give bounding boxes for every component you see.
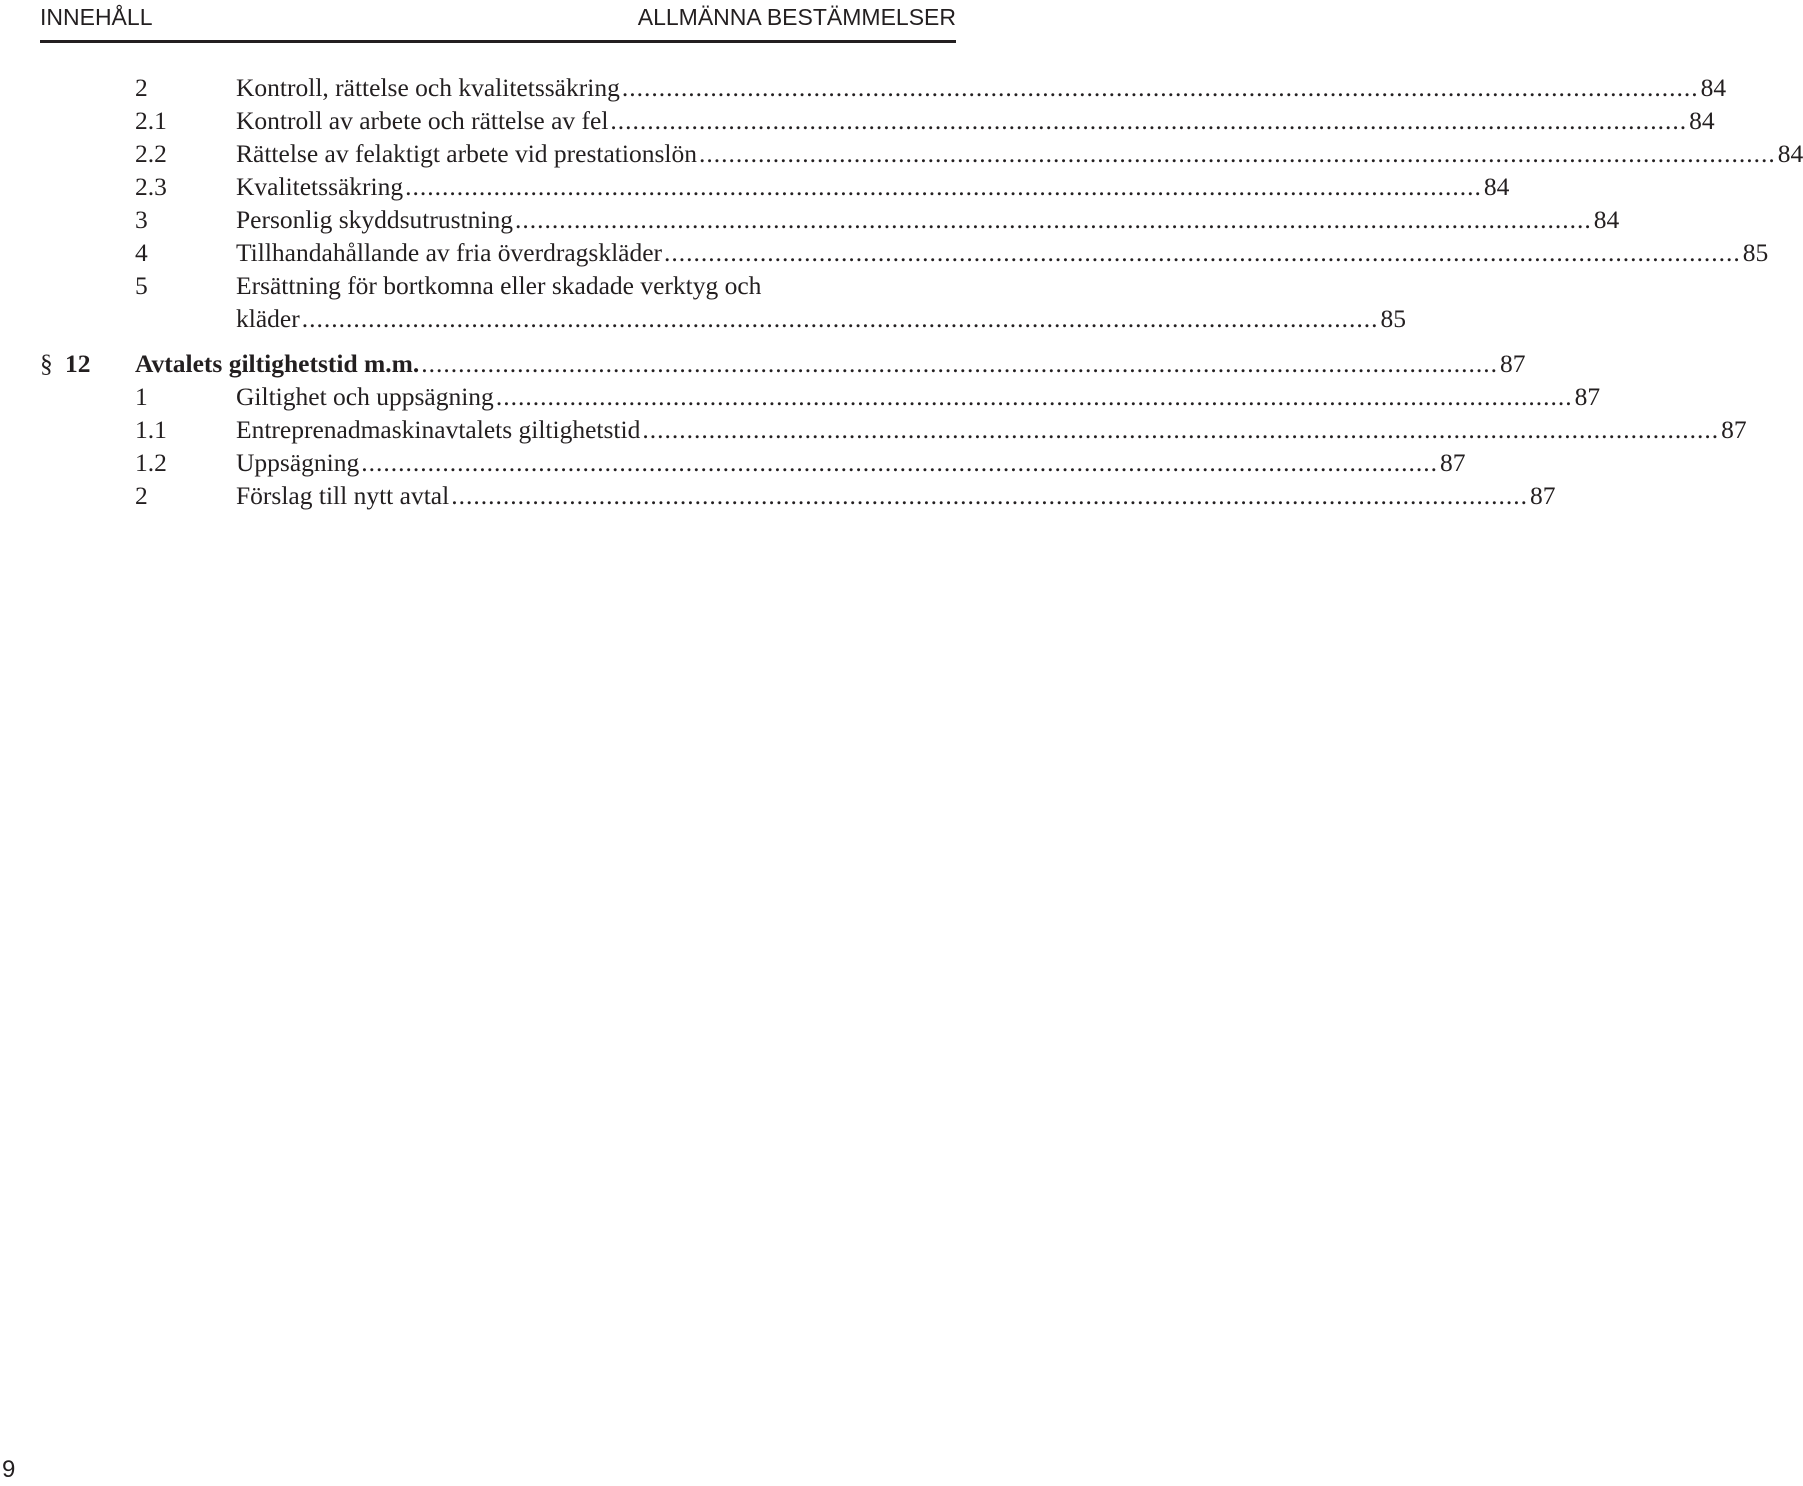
- dot-leader: ..................................................................................................................................................: [495, 382, 1573, 411]
- toc-entry-number: 2.2: [135, 139, 167, 168]
- toc-entry-number: 2: [135, 73, 148, 102]
- toc-entry-number: 2.1: [135, 106, 167, 135]
- dot-leader: ..................................................................................................................................................: [421, 349, 1498, 378]
- toc-entry-title-continued: kläder: [236, 304, 300, 333]
- running-header: [40, 0, 956, 43]
- section-symbol: §: [40, 349, 53, 378]
- toc-entry-title: Personlig skyddsutrustning: [236, 205, 513, 234]
- toc-entry-title: Rättelse av felaktigt arbete vid prestationslön: [236, 139, 697, 168]
- dot-leader: ..................................................................................................................................................: [664, 238, 1741, 267]
- toc-entry[interactable]: [40, 269, 955, 302]
- toc-entry-title: Giltighet och uppsägning: [236, 382, 494, 411]
- toc-entry-page: 85: [1742, 238, 1769, 267]
- section-number: 12: [65, 349, 91, 378]
- toc-entry[interactable]: [40, 203, 1620, 236]
- dot-leader: ..................................................................................................................................................: [451, 481, 1528, 510]
- dot-leader: ..................................................................................................................................................: [698, 139, 1776, 168]
- toc-entry-title: Kvalitetssäkring: [236, 172, 404, 201]
- header-left-title: INNEHÅLL: [40, 4, 153, 30]
- toc-entry-title: Ersättning för bortkomna eller skadade verktyg och: [236, 271, 762, 300]
- toc-entry-page: 84: [1593, 205, 1620, 234]
- toc-entry-number: 2: [135, 481, 148, 510]
- toc-entry-number: 1: [135, 382, 148, 411]
- dot-leader: ..................................................................................................................................................: [621, 73, 1699, 102]
- toc-entry-number: 4: [135, 238, 148, 267]
- dot-leader: ..................................................................................................................................................: [642, 415, 1720, 444]
- toc-entry[interactable]: [40, 170, 1510, 203]
- section-page: 87: [1500, 349, 1526, 378]
- toc-entry[interactable]: [40, 380, 1601, 413]
- toc-entry-page: 84: [1689, 106, 1715, 135]
- toc-entry-page: 87: [1440, 448, 1466, 477]
- toc-entry-continuation[interactable]: [40, 302, 1406, 335]
- toc-entry-number: 5: [135, 271, 148, 300]
- toc-entry-title: Tillhandahållande av fria överdragskläder: [236, 238, 663, 267]
- page-number: 9: [2, 1456, 16, 1483]
- toc-entry-number: 1.1: [135, 415, 167, 444]
- toc-entry[interactable]: [40, 236, 1769, 269]
- toc-entry-number: 2.3: [135, 172, 167, 201]
- toc-entry-page: 84: [1483, 172, 1510, 201]
- dot-leader: ..................................................................................................................................................: [361, 448, 1438, 477]
- table-of-contents: [40, 71, 1803, 512]
- toc-entry-page: 87: [1529, 481, 1556, 510]
- toc-entry-title: Kontroll, rättelse och kvalitetssäkring: [236, 73, 620, 102]
- toc-entry-title: Entreprenadmaskinavtalets giltighetstid: [236, 415, 641, 444]
- toc-entry-title: Kontroll av arbete och rättelse av fel: [236, 106, 609, 135]
- toc-section-heading[interactable]: [40, 347, 1526, 380]
- section-title: Avtalets giltighetstid m.m.: [135, 349, 420, 378]
- toc-entry-title: Uppsägning: [236, 448, 360, 477]
- dot-leader: ..................................................................................................................................................: [405, 172, 1482, 201]
- toc-entry[interactable]: [40, 71, 1727, 104]
- toc-entry-title: Förslag till nytt avtal: [236, 481, 450, 510]
- dot-leader: ..................................................................................................................................................: [610, 106, 1688, 135]
- toc-entry[interactable]: [40, 446, 1466, 479]
- dot-leader: ..................................................................................................................................................: [514, 205, 1592, 234]
- toc-entry[interactable]: [40, 413, 1747, 446]
- toc-entry-page: 85: [1380, 304, 1406, 333]
- toc-entry-number: 3: [135, 205, 148, 234]
- toc-entry[interactable]: [40, 104, 1715, 137]
- toc-entry-page: 87: [1574, 382, 1601, 411]
- toc-entry-page: 84: [1700, 73, 1727, 102]
- toc-entry[interactable]: [40, 137, 1803, 170]
- toc-entry-number: 1.2: [135, 448, 167, 477]
- header-right-title: ALLMÄNNA BESTÄMMELSER: [637, 4, 956, 30]
- toc-entry-page: 87: [1721, 415, 1747, 444]
- toc-entry-page: 84: [1777, 139, 1803, 168]
- dot-leader: ..................................................................................................................................................: [301, 304, 1379, 333]
- toc-entry[interactable]: [40, 479, 1556, 512]
